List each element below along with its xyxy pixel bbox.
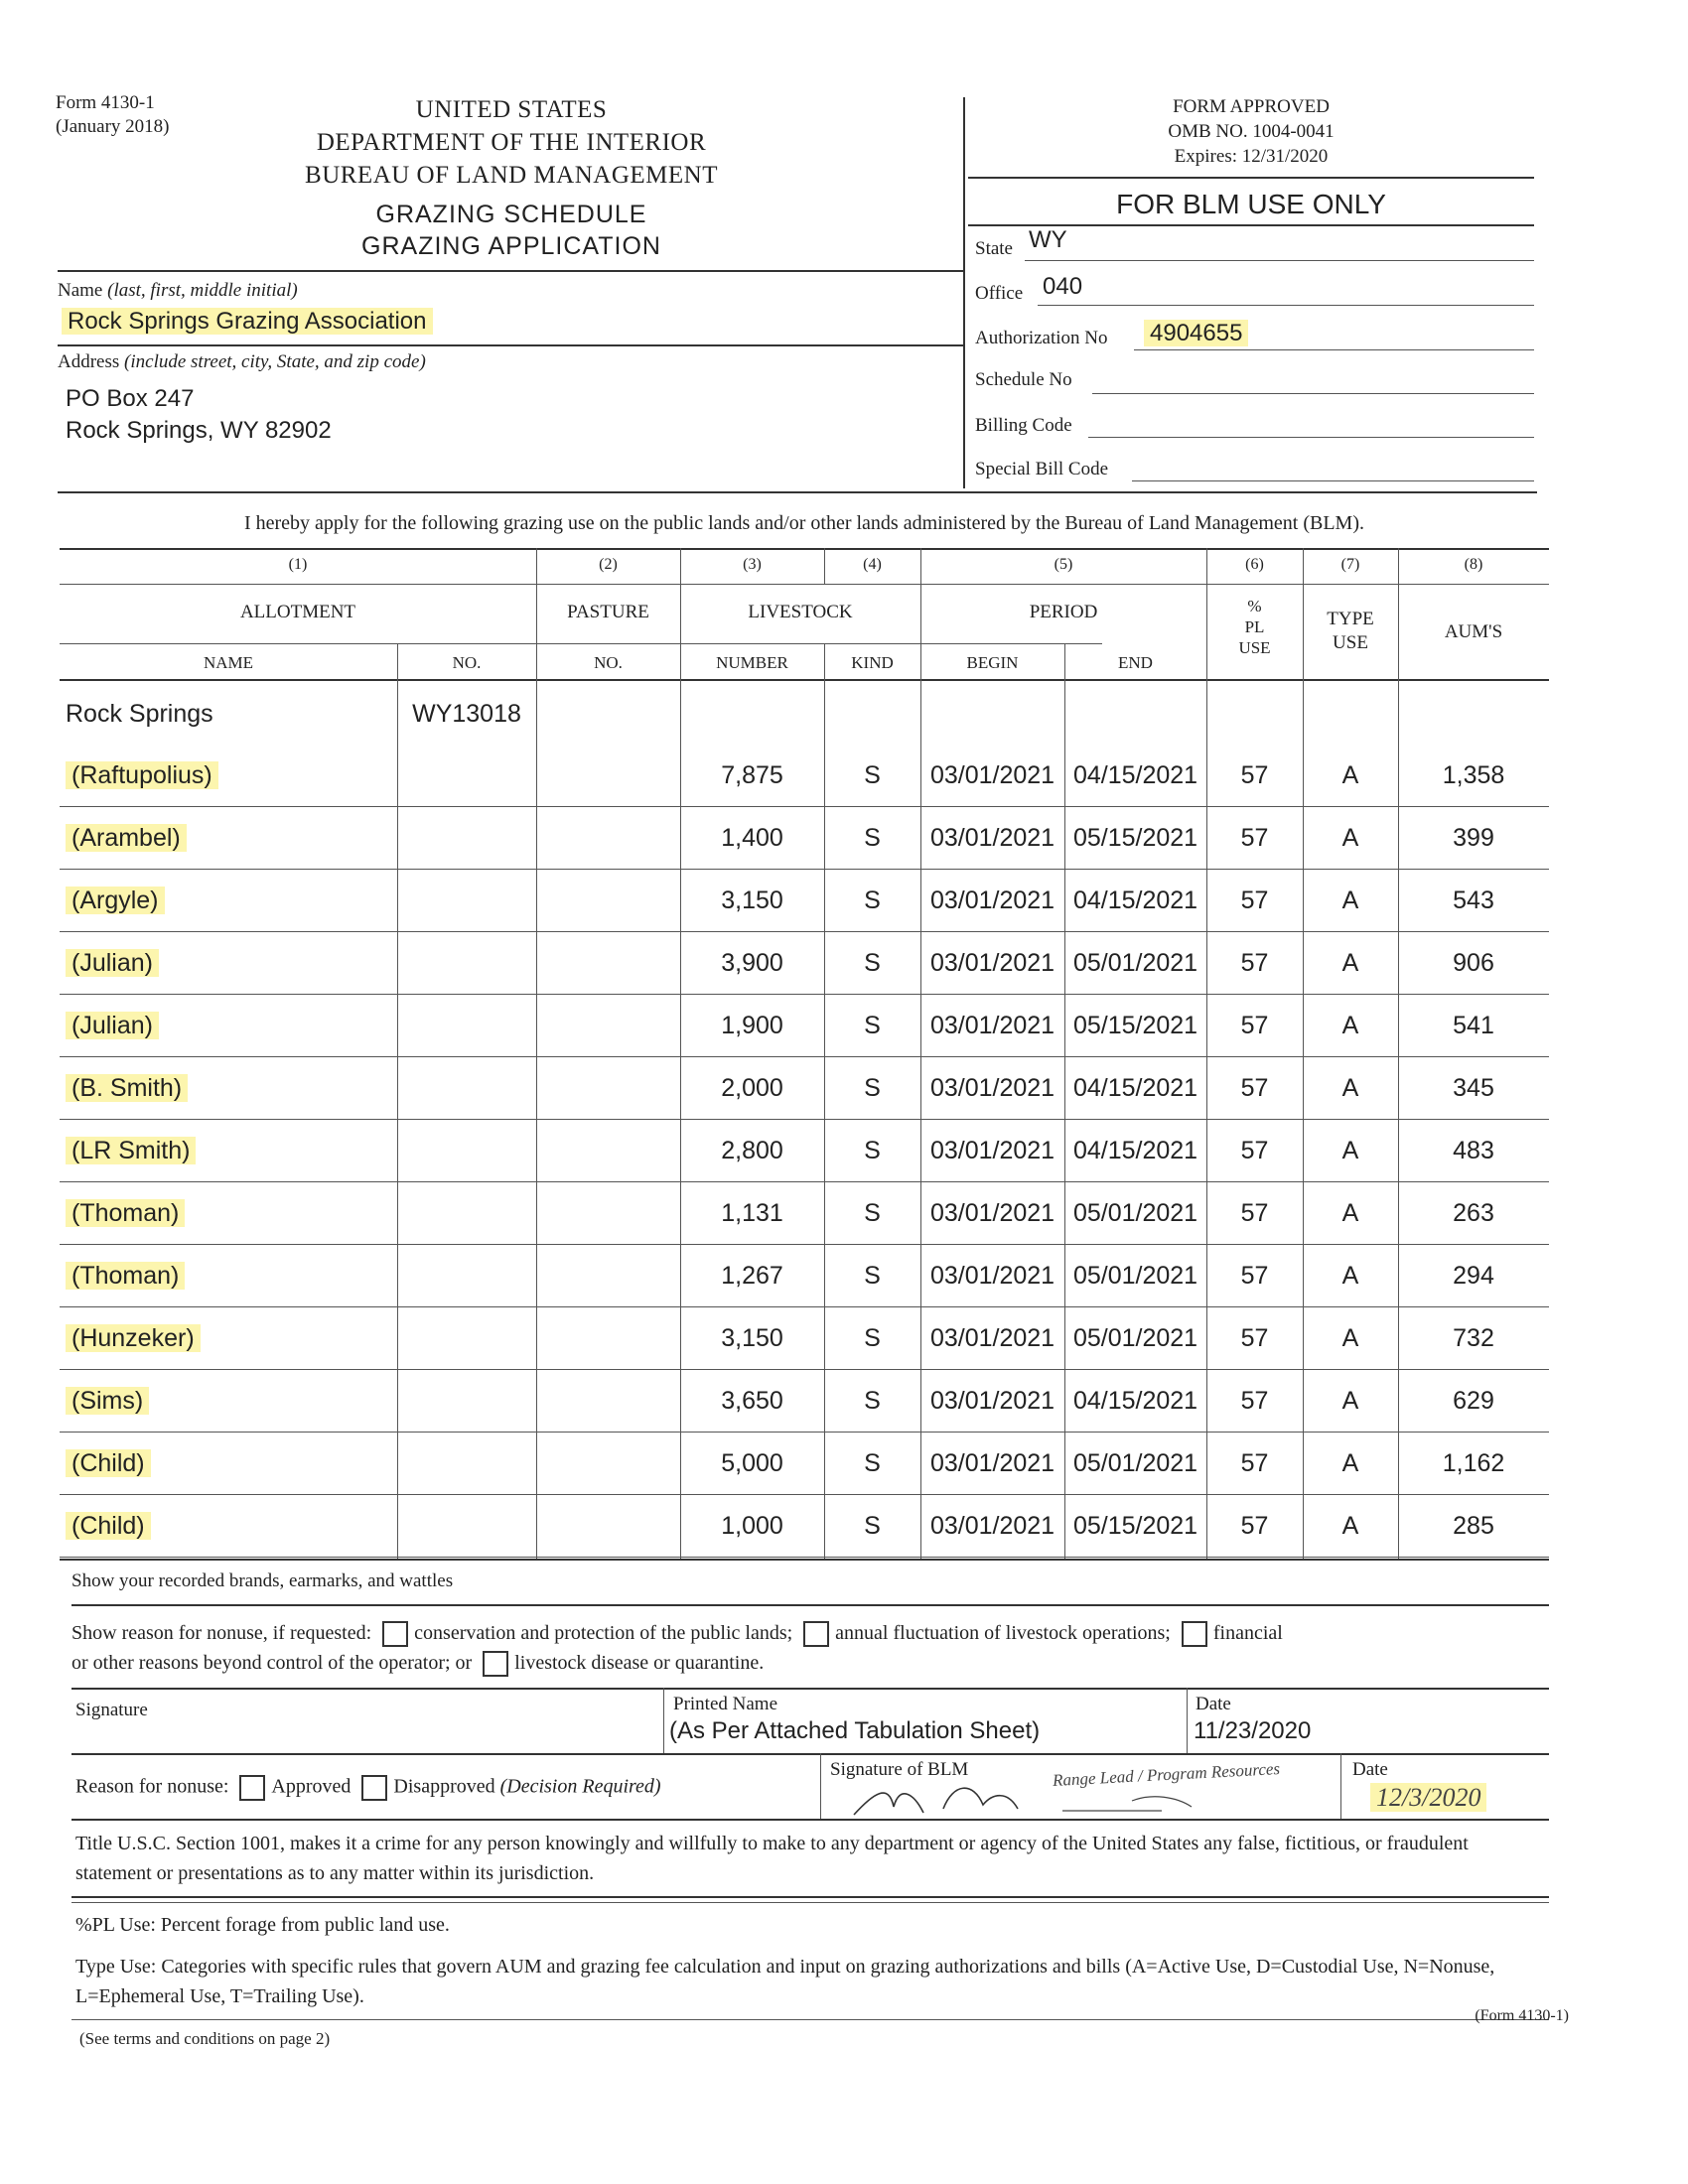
conservation-label: conservation and protection of the public lands;: [414, 1622, 793, 1644]
omb-expires: Expires: 12/31/2020: [1174, 146, 1329, 167]
row-type-use: A: [1341, 887, 1359, 914]
row-end: 05/15/2021: [1072, 1012, 1198, 1039]
address-label-block: [58, 351, 426, 373]
address-label: Address: [58, 351, 120, 372]
row-aums: 294: [1453, 1262, 1494, 1290]
row-aums: 285: [1453, 1512, 1494, 1540]
row-aums: 345: [1453, 1074, 1494, 1102]
row-end: 05/01/2021: [1072, 1262, 1198, 1290]
signature-label: Signature: [75, 1700, 148, 1720]
row-number: 1,267: [721, 1262, 783, 1290]
form-approved: FORM APPROVED: [1173, 96, 1330, 117]
header-allotment: ALLOTMENT: [239, 602, 356, 622]
table-row: [60, 1120, 1549, 1181]
schedule-label: Schedule No: [975, 369, 1072, 390]
row-type-use: A: [1341, 949, 1359, 977]
applicant-name: Rock Springs Grazing Association: [62, 308, 433, 336]
col-num-8: (8): [1464, 556, 1483, 573]
address-line-2: Rock Springs, WY 82902: [66, 417, 332, 444]
col-num-5: (5): [1054, 556, 1073, 573]
allotment-name: Rock Springs: [66, 700, 213, 728]
row-pl-use: 57: [1240, 887, 1269, 914]
row-end: 05/15/2021: [1072, 1512, 1198, 1540]
row-kind: S: [864, 1512, 881, 1540]
pl-definition: %PL Use: Percent forage from public land use.: [75, 1914, 450, 1936]
row-number: 1,400: [721, 824, 783, 852]
printed-name-value: (As Per Attached Tabulation Sheet): [669, 1717, 1041, 1744]
col-num-3: (3): [743, 556, 762, 573]
col-num-2: (2): [599, 556, 618, 573]
row-pl-use: 57: [1240, 824, 1269, 852]
row-name: (B. Smith): [60, 1057, 397, 1119]
blm-signer-title: Range Lead / Program Resources: [1052, 1759, 1281, 1790]
row-begin: 03/01/2021: [929, 1449, 1055, 1477]
row-pl-use: 57: [1240, 1324, 1269, 1352]
row-kind: S: [864, 1012, 881, 1039]
brands-label: Show your recorded brands, earmarks, and wattles: [71, 1570, 454, 1591]
billing-label: Billing Code: [975, 415, 1072, 436]
row-type-use: A: [1341, 1074, 1359, 1102]
reason-label: Reason for nonuse:: [75, 1775, 229, 1798]
allotment-no: WY13018: [412, 700, 521, 728]
special-bill-label: Special Bill Code: [975, 459, 1109, 479]
row-begin: 03/01/2021: [929, 1262, 1055, 1290]
state-label: State: [975, 238, 1013, 259]
intro-statement: I hereby apply for the following grazing use on the public lands and/or other lands administered by the Bureau of Land Management (BLM).: [243, 512, 1365, 534]
financial-checkbox[interactable]: [1182, 1621, 1207, 1647]
name-label-block: [58, 280, 298, 302]
address-block: [66, 383, 332, 447]
footer-form-number: (Form 4130-1): [1475, 2007, 1569, 2024]
row-pl-use: 57: [1240, 1449, 1269, 1477]
subheader-name: NAME: [203, 653, 254, 672]
row-kind: S: [864, 1199, 881, 1227]
row-kind: S: [864, 824, 881, 852]
table-row: [60, 932, 1549, 994]
row-begin: 03/01/2021: [929, 824, 1055, 852]
row-pl-use: 57: [1240, 761, 1269, 789]
row-end: 04/15/2021: [1072, 1137, 1198, 1164]
header-livestock: LIVESTOCK: [748, 602, 853, 622]
table-row: [60, 1370, 1549, 1432]
row-number: 3,900: [721, 949, 783, 977]
row-kind: S: [864, 949, 881, 977]
legal-statement: Title U.S.C. Section 1001, makes it a crime for any person knowingly and willfully to make to any department or agency of the United States any false, fictitious, or fraudulent statement or presentations as to any matter within its jurisdiction.: [75, 1833, 1469, 1884]
row-aums: 1,358: [1442, 761, 1505, 789]
row-pl-use: 57: [1240, 1387, 1269, 1415]
row-name: (Julian): [60, 995, 397, 1056]
row-pl-use: 57: [1240, 1074, 1269, 1102]
omb-number: OMB NO. 1004-0041: [1168, 121, 1335, 142]
form-title-block: [298, 199, 725, 262]
row-begin: 03/01/2021: [929, 761, 1055, 789]
name-hint: (last, first, middle initial): [107, 280, 298, 301]
row-begin: 03/01/2021: [929, 1012, 1055, 1039]
disapproved-label: Disapproved: [393, 1775, 495, 1798]
address-line-1: PO Box 247: [66, 385, 195, 412]
row-name: (Thoman): [60, 1182, 397, 1244]
printed-name-label: Printed Name: [673, 1694, 778, 1714]
row-end: 04/15/2021: [1072, 1387, 1198, 1415]
row-aums: 906: [1453, 949, 1494, 977]
row-name: (Hunzeker): [60, 1307, 397, 1369]
row-pl-use: 57: [1240, 949, 1269, 977]
authorization-value: 4904655: [1144, 320, 1248, 347]
row-begin: 03/01/2021: [929, 1074, 1055, 1102]
row-name: (LR Smith): [60, 1120, 397, 1181]
subheader-begin: BEGIN: [966, 653, 1019, 672]
row-number: 3,150: [721, 887, 783, 914]
row-begin: 03/01/2021: [929, 1512, 1055, 1540]
row-number: 5,000: [721, 1449, 783, 1477]
row-number: 2,000: [721, 1074, 783, 1102]
row-pl-use: 57: [1240, 1199, 1269, 1227]
omb-block: [973, 94, 1529, 169]
row-begin: 03/01/2021: [929, 1199, 1055, 1227]
table-row: [60, 1182, 1549, 1244]
row-type-use: A: [1341, 1199, 1359, 1227]
form-title-1: GRAZING SCHEDULE: [375, 201, 647, 228]
row-begin: 03/01/2021: [929, 1324, 1055, 1352]
office-label: Office: [975, 283, 1024, 304]
form-date: (January 2018): [56, 116, 170, 137]
decision-required: (Decision Required): [499, 1775, 661, 1798]
row-type-use: A: [1341, 1512, 1359, 1540]
form-number: Form 4130-1: [56, 92, 155, 113]
row-kind: S: [864, 1074, 881, 1102]
fluctuation-label: annual fluctuation of livestock operations;: [835, 1622, 1171, 1644]
type-definition: Type Use: Categories with specific rules that govern AUM and grazing fee calculation and input on grazing authorizations and bills (A=Active Use, D=Custodial Use, N=Nonuse, L=Ephemeral Use, T=Trailing Use).: [75, 1956, 1495, 2007]
allotment-row: [60, 683, 1549, 745]
row-end: 05/01/2021: [1072, 1199, 1198, 1227]
blm-date-value: 12/3/2020: [1370, 1783, 1486, 1813]
col-num-7: (7): [1340, 556, 1360, 573]
approved-label: Approved: [271, 1775, 352, 1798]
agency-line-2: DEPARTMENT OF THE INTERIOR: [316, 129, 707, 156]
table-row: [60, 1433, 1549, 1494]
col-num-6: (6): [1245, 556, 1264, 573]
nonuse-reasons: [71, 1618, 1283, 1678]
row-kind: S: [864, 1449, 881, 1477]
subheader-end: END: [1118, 653, 1153, 672]
subheader-pasture-no: NO.: [594, 653, 623, 672]
table-row: [60, 807, 1549, 869]
blm-date-label: Date: [1352, 1759, 1388, 1780]
header-pct-pl-use: % PL USE: [1238, 597, 1271, 657]
table-row: [60, 1307, 1549, 1369]
state-value: WY: [1029, 226, 1067, 253]
form-title-2: GRAZING APPLICATION: [361, 232, 661, 260]
form-number-block: [56, 91, 170, 139]
row-end: 05/01/2021: [1072, 949, 1198, 977]
row-number: 3,650: [721, 1387, 783, 1415]
agency-block: [268, 93, 755, 192]
row-pl-use: 57: [1240, 1012, 1269, 1039]
applicant-date-value: 11/23/2020: [1194, 1717, 1312, 1744]
row-aums: 263: [1453, 1199, 1494, 1227]
subheader-number: NUMBER: [716, 653, 788, 672]
header-aums: AUM'S: [1444, 621, 1503, 642]
row-kind: S: [864, 1262, 881, 1290]
row-aums: 543: [1453, 887, 1494, 914]
col-num-4: (4): [863, 556, 882, 573]
disease-checkbox[interactable]: [483, 1651, 508, 1677]
row-begin: 03/01/2021: [929, 887, 1055, 914]
row-begin: 03/01/2021: [929, 949, 1055, 977]
financial-label: financial: [1212, 1622, 1283, 1644]
row-aums: 732: [1453, 1324, 1494, 1352]
row-name: (Child): [60, 1495, 397, 1557]
row-begin: 03/01/2021: [929, 1387, 1055, 1415]
row-end: 05/01/2021: [1072, 1449, 1198, 1477]
row-type-use: A: [1341, 1387, 1359, 1415]
row-type-use: A: [1341, 1012, 1359, 1039]
row-name: (Thoman): [60, 1245, 397, 1306]
row-kind: S: [864, 1387, 881, 1415]
fluctuation-checkbox[interactable]: [803, 1621, 829, 1647]
agency-line-1: UNITED STATES: [415, 96, 608, 123]
approved-checkbox[interactable]: [239, 1775, 265, 1801]
row-type-use: A: [1341, 1324, 1359, 1352]
table-row: [60, 1057, 1549, 1119]
row-number: 1,900: [721, 1012, 783, 1039]
row-pl-use: 57: [1240, 1512, 1269, 1540]
row-aums: 399: [1453, 824, 1494, 852]
subheader-kind: KIND: [851, 653, 894, 672]
table-row: [60, 870, 1549, 931]
blm-signature-label: Signature of BLM: [830, 1759, 969, 1780]
footer-terms: (See terms and conditions on page 2): [79, 2029, 331, 2048]
row-name: (Julian): [60, 932, 397, 994]
col-num-1: (1): [288, 556, 308, 573]
table-row: [60, 995, 1549, 1056]
subheader-no: NO.: [452, 653, 482, 672]
row-aums: 1,162: [1442, 1449, 1505, 1477]
row-end: 05/15/2021: [1072, 824, 1198, 852]
row-name: (Child): [60, 1433, 397, 1494]
row-aums: 483: [1453, 1137, 1494, 1164]
address-hint: (include street, city, State, and zip code): [124, 351, 426, 372]
row-end: 04/15/2021: [1072, 887, 1198, 914]
row-pl-use: 57: [1240, 1262, 1269, 1290]
disapproved-checkbox[interactable]: [361, 1775, 387, 1801]
row-type-use: A: [1341, 761, 1359, 789]
row-end: 05/01/2021: [1072, 1324, 1198, 1352]
row-number: 1,131: [721, 1199, 783, 1227]
table-row: [60, 1245, 1549, 1306]
header-pasture: PASTURE: [567, 602, 649, 622]
row-kind: S: [864, 887, 881, 914]
agency-line-3: BUREAU OF LAND MANAGEMENT: [305, 162, 718, 189]
row-end: 04/15/2021: [1072, 761, 1198, 789]
row-number: 2,800: [721, 1137, 783, 1164]
row-number: 3,150: [721, 1324, 783, 1352]
row-type-use: A: [1341, 824, 1359, 852]
row-number: 7,875: [721, 761, 783, 789]
blm-use-only: FOR BLM USE ONLY: [1116, 189, 1386, 219]
row-name: (Raftupolius): [60, 745, 397, 806]
row-kind: S: [864, 1324, 881, 1352]
row-begin: 03/01/2021: [929, 1137, 1055, 1164]
row-type-use: A: [1341, 1449, 1359, 1477]
row-kind: S: [864, 1137, 881, 1164]
table-row: [60, 745, 1549, 806]
row-end: 04/15/2021: [1072, 1074, 1198, 1102]
office-value: 040: [1043, 273, 1083, 300]
name-label: Name: [58, 280, 103, 301]
row-name: (Argyle): [60, 870, 397, 931]
row-pl-use: 57: [1240, 1137, 1269, 1164]
applicant-date-label: Date: [1196, 1694, 1231, 1714]
header-period: PERIOD: [1029, 602, 1098, 622]
nonuse-prefix: Show reason for nonuse, if requested:: [71, 1622, 372, 1644]
disease-label: livestock disease or quarantine.: [514, 1652, 765, 1674]
row-aums: 541: [1453, 1012, 1494, 1039]
authorization-label: Authorization No: [975, 328, 1108, 348]
conservation-checkbox[interactable]: [382, 1621, 408, 1647]
row-name: (Arambel): [60, 807, 397, 869]
row-type-use: A: [1341, 1262, 1359, 1290]
approval-row: [75, 1775, 661, 1801]
header-type-use: TYPE USE: [1327, 609, 1374, 653]
table-row: [60, 1495, 1549, 1557]
row-name: (Sims): [60, 1370, 397, 1432]
row-kind: S: [864, 761, 881, 789]
row-aums: 629: [1453, 1387, 1494, 1415]
row-type-use: A: [1341, 1137, 1359, 1164]
nonuse-line-2: or other reasons beyond control of the operator; or: [71, 1652, 473, 1674]
row-number: 1,000: [721, 1512, 783, 1540]
